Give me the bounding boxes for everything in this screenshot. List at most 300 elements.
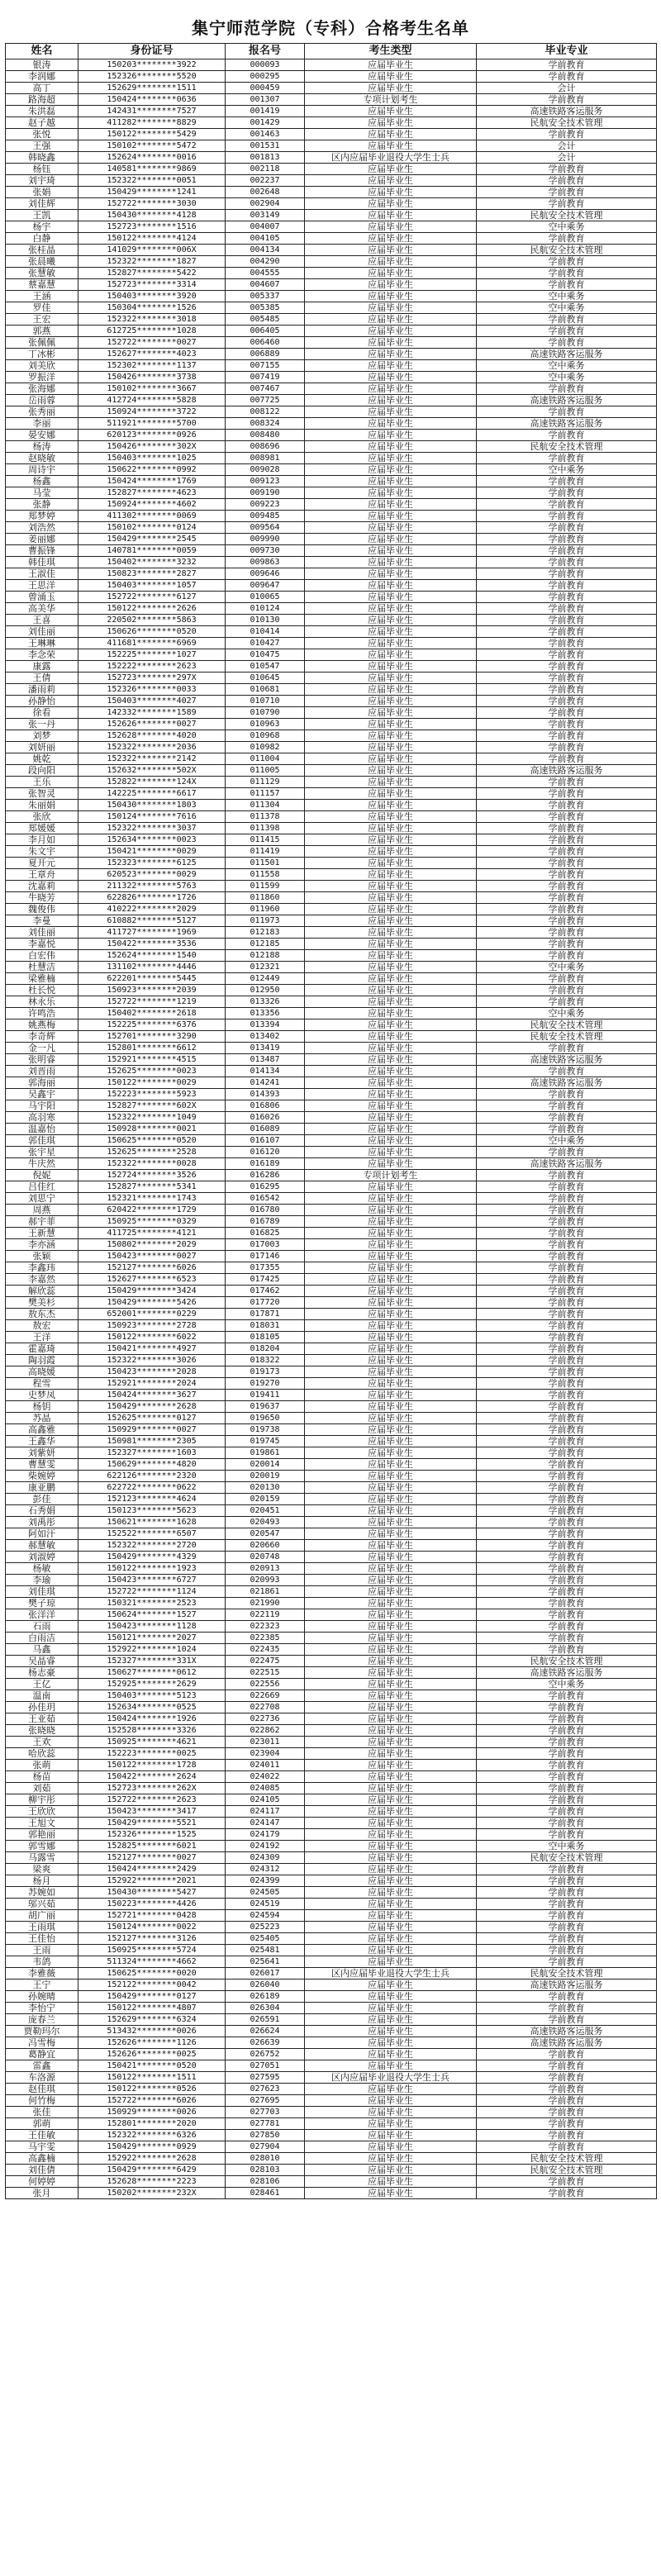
name-cell: 张萌 (6, 1760, 78, 1771)
registration-number-cell: 013394 (226, 1019, 305, 1031)
table-row (6, 892, 657, 904)
name-cell: 王思洋 (6, 580, 78, 592)
candidate-type-cell: 应届毕业生 (305, 1135, 477, 1147)
registration-number-cell: 011005 (226, 765, 305, 777)
name-cell: 许鸣浩 (6, 1008, 78, 1019)
id-number-cell: 150402********3232 (78, 557, 226, 568)
name-cell: 张佩佩 (6, 337, 78, 349)
id-number-cell: 152822********124X (78, 777, 226, 788)
major-cell: 学前教育 (477, 326, 657, 337)
candidate-type-cell: 应届毕业生 (305, 279, 477, 291)
candidate-type-cell: 应届毕业生 (305, 1147, 477, 1158)
name-cell: 王雨琪 (6, 1922, 78, 1933)
candidate-type-cell: 应届毕业生 (305, 1297, 477, 1309)
major-cell: 学前教育 (477, 1205, 657, 1216)
name-cell: 周诗宇 (6, 464, 78, 476)
registration-number-cell: 011304 (226, 800, 305, 811)
registration-number-cell: 009863 (226, 557, 305, 568)
major-cell: 学前教育 (477, 2141, 657, 2153)
name-cell: 苏晶 (6, 1413, 78, 1424)
table-row (6, 2072, 657, 2084)
registration-number-cell: 027703 (226, 2107, 305, 2118)
registration-number-cell: 022323 (226, 1621, 305, 1633)
table-row (6, 1552, 657, 1563)
candidate-type-cell: 应届毕业生 (305, 2095, 477, 2107)
table-row (6, 1274, 657, 1286)
candidate-type-cell: 应届毕业生 (305, 140, 477, 152)
header-major: 毕业专业 (477, 44, 657, 59)
id-number-cell: 150403********5123 (78, 1690, 226, 1702)
candidate-type-cell: 应届毕业生 (305, 707, 477, 719)
candidate-type-cell: 应届毕业生 (305, 221, 477, 233)
candidate-type-cell: 区内应届毕业退役大学生士兵 (305, 152, 477, 164)
name-cell: 吴晶睿 (6, 1656, 78, 1667)
major-cell: 学前教育 (477, 1748, 657, 1760)
major-cell: 学前教育 (477, 2084, 657, 2095)
name-cell: 刘佳丽 (6, 927, 78, 939)
table-row (6, 962, 657, 973)
candidate-type-cell: 应届毕业生 (305, 1390, 477, 1401)
name-cell: 刘佳辉 (6, 198, 78, 210)
name-cell: 王洋 (6, 1332, 78, 1343)
id-number-cell: 410222********2029 (78, 904, 226, 915)
candidate-type-cell: 应届毕业生 (305, 1031, 477, 1043)
id-number-cell: 150429********2545 (78, 534, 226, 545)
registration-number-cell: 000093 (226, 59, 305, 71)
table-row (6, 1794, 657, 1806)
name-cell: 康露 (6, 661, 78, 673)
id-number-cell: 152222********2623 (78, 661, 226, 673)
registration-number-cell: 011415 (226, 834, 305, 846)
candidate-type-cell: 应届毕业生 (305, 962, 477, 973)
candidate-type-cell: 应届毕业生 (305, 1413, 477, 1424)
id-number-cell: 152225********6376 (78, 1019, 226, 1031)
candidate-type-cell: 应届毕业生 (305, 83, 477, 94)
major-cell: 空中乘务 (477, 302, 657, 314)
id-number-cell: 152528********3326 (78, 1725, 226, 1737)
major-cell: 高速铁路客运服务 (477, 395, 657, 406)
major-cell: 空中乘务 (477, 1679, 657, 1690)
table-row (6, 302, 657, 314)
major-cell: 学前教育 (477, 592, 657, 603)
name-cell: 路海超 (6, 94, 78, 106)
major-cell: 学前教育 (477, 1956, 657, 1968)
candidate-type-cell: 应届毕业生 (305, 175, 477, 187)
candidate-type-cell: 应届毕业生 (305, 2014, 477, 2026)
registration-number-cell: 023904 (226, 1748, 305, 1760)
name-cell: 晏安娜 (6, 430, 78, 441)
candidate-type-cell: 应届毕业生 (305, 719, 477, 730)
table-row (6, 858, 657, 869)
candidate-type-cell: 应届毕业生 (305, 1216, 477, 1228)
major-cell: 学前教育 (477, 1309, 657, 1320)
candidate-type-cell: 应届毕业生 (305, 1621, 477, 1633)
table-row (6, 1598, 657, 1609)
major-cell: 学前教育 (477, 2014, 657, 2026)
major-cell: 民航安全技术管理 (477, 1656, 657, 1667)
table-row (6, 1332, 657, 1343)
table-row (6, 1100, 657, 1112)
major-cell: 学前教育 (477, 1690, 657, 1702)
candidate-type-cell: 应届毕业生 (305, 1852, 477, 1864)
id-number-cell: 150424********3627 (78, 1390, 226, 1401)
registration-number-cell: 026639 (226, 2037, 305, 2049)
major-cell: 学前教育 (477, 568, 657, 580)
candidate-type-cell: 应届毕业生 (305, 1378, 477, 1390)
table-row (6, 684, 657, 696)
registration-number-cell: 016295 (226, 1181, 305, 1193)
candidate-type-cell: 应届毕业生 (305, 557, 477, 568)
name-cell: 李亦涵 (6, 1239, 78, 1251)
table-row (6, 499, 657, 511)
name-cell: 白雨洁 (6, 1633, 78, 1644)
candidate-type-cell: 应届毕业生 (305, 245, 477, 256)
registration-number-cell: 021861 (226, 1586, 305, 1598)
candidate-type-cell: 应届毕业生 (305, 684, 477, 696)
name-cell: 张佳 (6, 2107, 78, 2118)
candidate-type-cell: 应届毕业生 (305, 823, 477, 834)
id-number-cell: 152322********3037 (78, 823, 226, 834)
registration-number-cell: 018322 (226, 1355, 305, 1366)
major-cell: 学前教育 (477, 187, 657, 198)
major-cell: 学前教育 (477, 59, 657, 71)
candidate-type-cell: 应届毕业生 (305, 661, 477, 673)
id-number-cell: 150429********3424 (78, 1286, 226, 1297)
id-number-cell: 150304********1526 (78, 302, 226, 314)
name-cell: 李雅薇 (6, 1968, 78, 1980)
name-cell: 周燕 (6, 1205, 78, 1216)
major-cell: 学前教育 (477, 1343, 657, 1355)
name-cell: 赵子越 (6, 117, 78, 129)
registration-number-cell: 013402 (226, 1031, 305, 1043)
table-row (6, 1910, 657, 1922)
id-number-cell: 152723********262X (78, 1783, 226, 1794)
registration-number-cell: 020748 (226, 1552, 305, 1563)
registration-number-cell: 016089 (226, 1124, 305, 1135)
id-number-cell: 152722********0027 (78, 337, 226, 349)
id-number-cell: 152722********1219 (78, 996, 226, 1008)
major-cell: 学前教育 (477, 788, 657, 800)
registration-number-cell: 006405 (226, 326, 305, 337)
registration-number-cell: 009223 (226, 499, 305, 511)
registration-number-cell: 017720 (226, 1297, 305, 1309)
candidate-type-cell: 应届毕业生 (305, 834, 477, 846)
name-cell: 马莹 (6, 487, 78, 499)
table-row (6, 696, 657, 707)
candidate-type-cell: 应届毕业生 (305, 1679, 477, 1690)
name-cell: 石雨 (6, 1621, 78, 1633)
registration-number-cell: 012321 (226, 962, 305, 973)
major-cell: 学前教育 (477, 1089, 657, 1100)
id-number-cell: 152921********2024 (78, 1378, 226, 1390)
candidate-type-cell: 应届毕业生 (305, 973, 477, 985)
major-cell: 学前教育 (477, 1829, 657, 1841)
table-row (6, 1945, 657, 1956)
name-cell: 丁冰彬 (6, 349, 78, 360)
id-number-cell: 152322********3026 (78, 1355, 226, 1366)
id-number-cell: 150981********2305 (78, 1436, 226, 1447)
table-row (6, 1355, 657, 1366)
registration-number-cell: 011599 (226, 881, 305, 892)
id-number-cell: 152627********4023 (78, 349, 226, 360)
registration-number-cell: 013487 (226, 1054, 305, 1066)
major-cell: 学前教育 (477, 904, 657, 915)
id-number-cell: 152922********2021 (78, 1875, 226, 1887)
table-row (6, 187, 657, 198)
id-number-cell: 150426********3738 (78, 372, 226, 383)
major-cell: 学前教育 (477, 476, 657, 487)
id-number-cell: 150625********0020 (78, 1968, 226, 1980)
registration-number-cell: 016026 (226, 1112, 305, 1124)
registration-number-cell: 001429 (226, 117, 305, 129)
registration-number-cell: 016120 (226, 1147, 305, 1158)
registration-number-cell: 020913 (226, 1563, 305, 1575)
header-registration-number: 报名号 (226, 44, 305, 59)
header-name: 姓名 (6, 44, 78, 59)
table-row (6, 383, 657, 395)
table-row (6, 1424, 657, 1436)
major-cell: 学前教育 (477, 1239, 657, 1251)
table-row (6, 580, 657, 592)
name-cell: 葛静宜 (6, 2049, 78, 2060)
name-cell: 张智灵 (6, 788, 78, 800)
candidate-type-cell: 专项计划考生 (305, 1170, 477, 1181)
name-cell: 梁雅楠 (6, 973, 78, 985)
registration-number-cell: 019745 (226, 1436, 305, 1447)
id-number-cell: 142225********6617 (78, 788, 226, 800)
name-cell: 王亿 (6, 1679, 78, 1690)
id-number-cell: 150625********0520 (78, 1135, 226, 1147)
name-cell: 朱丽娟 (6, 800, 78, 811)
major-cell: 学前教育 (477, 846, 657, 858)
table-row (6, 753, 657, 765)
table-row (6, 730, 657, 742)
major-cell: 学前教育 (477, 626, 657, 638)
registration-number-cell: 011860 (226, 892, 305, 904)
candidate-type-cell: 应届毕业生 (305, 1794, 477, 1806)
registration-number-cell: 007725 (226, 395, 305, 406)
table-row (6, 649, 657, 661)
name-cell: 银涛 (6, 59, 78, 71)
registration-number-cell: 020493 (226, 1517, 305, 1528)
id-number-cell: 150429********6429 (78, 2165, 226, 2176)
major-cell: 学前教育 (477, 1875, 657, 1887)
major-cell: 民航安全技术管理 (477, 2153, 657, 2165)
candidate-type-cell: 应届毕业生 (305, 1875, 477, 1887)
candidate-type-cell: 应届毕业生 (305, 765, 477, 777)
table-row (6, 1135, 657, 1147)
registration-number-cell: 011157 (226, 788, 305, 800)
table-row (6, 2188, 657, 2199)
major-cell: 学前教育 (477, 1366, 657, 1378)
table-row (6, 2049, 657, 2060)
id-number-cell: 622126********2320 (78, 1471, 226, 1482)
registration-number-cell: 013419 (226, 1043, 305, 1054)
table-row (6, 1286, 657, 1297)
table-row (6, 1748, 657, 1760)
registration-number-cell: 022708 (226, 1702, 305, 1713)
id-number-cell: 150622********0992 (78, 464, 226, 476)
candidate-type-cell: 应届毕业生 (305, 2118, 477, 2130)
registration-number-cell: 024309 (226, 1852, 305, 1864)
registration-number-cell: 009564 (226, 522, 305, 534)
registration-number-cell: 012188 (226, 950, 305, 962)
major-cell: 学前教育 (477, 1471, 657, 1482)
name-cell: 朱洪磊 (6, 106, 78, 117)
table-row (6, 869, 657, 881)
major-cell: 学前教育 (477, 730, 657, 742)
candidate-type-cell: 应届毕业生 (305, 1158, 477, 1170)
table-row (6, 487, 657, 499)
registration-number-cell: 026189 (226, 1991, 305, 2003)
registration-number-cell: 017462 (226, 1286, 305, 1297)
candidate-type-cell: 应届毕业生 (305, 1471, 477, 1482)
major-cell: 高速铁路客运服务 (477, 1980, 657, 1991)
table-row (6, 927, 657, 939)
candidate-type-cell: 应届毕业生 (305, 1609, 477, 1621)
page-title: 集宁师范学院（专科）合格考生名单 (192, 18, 469, 38)
major-cell: 学前教育 (477, 603, 657, 615)
name-cell: 杨涛 (6, 441, 78, 453)
name-cell: 王亚茹 (6, 1713, 78, 1725)
candidate-type-cell: 应届毕业生 (305, 1667, 477, 1679)
major-cell: 学前教育 (477, 1193, 657, 1205)
table-row (6, 915, 657, 927)
table-row (6, 233, 657, 245)
name-cell: 朱文宇 (6, 846, 78, 858)
name-cell: 刘思宁 (6, 1193, 78, 1205)
major-cell: 民航安全技术管理 (477, 2165, 657, 2176)
id-number-cell: 152322********1049 (78, 1112, 226, 1124)
major-cell: 空中乘务 (477, 1008, 657, 1019)
name-cell: 王宏 (6, 314, 78, 326)
name-cell: 李念荣 (6, 649, 78, 661)
major-cell: 学前教育 (477, 383, 657, 395)
table-row (6, 1563, 657, 1575)
table-row (6, 2107, 657, 2118)
major-cell: 高速铁路客运服务 (477, 1158, 657, 1170)
name-cell: 冯雪梅 (6, 2037, 78, 2049)
id-number-cell: 150424********2429 (78, 1864, 226, 1875)
id-number-cell: 150429********2628 (78, 1401, 226, 1413)
major-cell: 学前教育 (477, 1274, 657, 1286)
table-row (6, 1991, 657, 2003)
id-number-cell: 152921********4515 (78, 1054, 226, 1066)
registration-number-cell: 001463 (226, 129, 305, 140)
registration-number-cell: 027595 (226, 2072, 305, 2084)
major-cell: 学前教育 (477, 834, 657, 846)
name-cell: 白宏伟 (6, 950, 78, 962)
table-header (6, 44, 657, 59)
name-cell: 高丁 (6, 83, 78, 94)
name-cell: 李奇辉 (6, 1031, 78, 1043)
major-cell: 学前教育 (477, 1147, 657, 1158)
candidate-type-cell: 应届毕业生 (305, 1864, 477, 1875)
candidate-type-cell: 应届毕业生 (305, 1528, 477, 1540)
name-cell: 车洛源 (6, 2072, 78, 2084)
id-number-cell: 150923********2728 (78, 1320, 226, 1332)
major-cell: 学前教育 (477, 1887, 657, 1899)
registration-number-cell: 005337 (226, 291, 305, 302)
name-cell: 曹振锋 (6, 545, 78, 557)
table-row (6, 1251, 657, 1262)
table-row (6, 2014, 657, 2026)
table-row (6, 1112, 657, 1124)
id-number-cell: 150424********1769 (78, 476, 226, 487)
candidate-type-cell: 应届毕业生 (305, 927, 477, 939)
major-cell: 高速铁路客运服务 (477, 1077, 657, 1089)
name-cell: 杨志豪 (6, 1667, 78, 1679)
candidate-type-cell: 应届毕业生 (305, 2003, 477, 2014)
registration-number-cell: 008122 (226, 406, 305, 418)
candidate-type-cell: 应届毕业生 (305, 2037, 477, 2049)
table-row (6, 534, 657, 545)
major-cell: 学前教育 (477, 430, 657, 441)
table-row (6, 1147, 657, 1158)
candidate-type-cell: 应届毕业生 (305, 1043, 477, 1054)
table-row (6, 1181, 657, 1193)
registration-number-cell: 010130 (226, 615, 305, 626)
id-number-cell: 131102********4446 (78, 962, 226, 973)
name-cell: 柴婉婷 (6, 1471, 78, 1482)
registration-number-cell: 024399 (226, 1875, 305, 1887)
registration-number-cell: 018204 (226, 1343, 305, 1355)
id-number-cell: 152223********5923 (78, 1089, 226, 1100)
name-cell: 张颖 (6, 1251, 78, 1262)
table-row (6, 592, 657, 603)
id-number-cell: 152322********2142 (78, 753, 226, 765)
candidate-type-cell: 应届毕业生 (305, 638, 477, 649)
candidate-type-cell: 应届毕业生 (305, 1447, 477, 1459)
candidate-type-cell: 应届毕业生 (305, 337, 477, 349)
id-number-cell: 140581********9869 (78, 164, 226, 175)
name-cell: 高晓媛 (6, 1366, 78, 1378)
major-cell: 高速铁路客运服务 (477, 1054, 657, 1066)
name-cell: 赵晓敏 (6, 453, 78, 464)
registration-number-cell: 024147 (226, 1818, 305, 1829)
candidate-type-cell: 应届毕业生 (305, 1320, 477, 1332)
table-row (6, 1922, 657, 1933)
id-number-cell: 150122********1728 (78, 1760, 226, 1771)
id-number-cell: 152827********5422 (78, 268, 226, 279)
table-row (6, 1471, 657, 1482)
candidate-type-cell: 区内应届毕业退役大学生士兵 (305, 1968, 477, 1980)
name-cell: 高美华 (6, 603, 78, 615)
candidate-type-cell: 应届毕业生 (305, 1355, 477, 1366)
candidate-type-cell: 应届毕业生 (305, 487, 477, 499)
table-row (6, 117, 657, 129)
registration-number-cell: 007155 (226, 360, 305, 372)
id-number-cell: 513432********0026 (78, 2026, 226, 2037)
registration-number-cell: 009028 (226, 464, 305, 476)
table-row (6, 603, 657, 615)
major-cell: 学前教育 (477, 2176, 657, 2188)
major-cell: 学前教育 (477, 94, 657, 106)
table-row (6, 1436, 657, 1447)
candidate-type-cell: 应届毕业生 (305, 2060, 477, 2072)
name-cell: 刘宇琦 (6, 175, 78, 187)
id-number-cell: 150429********1241 (78, 187, 226, 198)
name-cell: 潘雨莉 (6, 684, 78, 696)
name-cell: 金一凡 (6, 1043, 78, 1054)
candidate-type-cell: 应届毕业生 (305, 2153, 477, 2165)
id-number-cell: 152701********3290 (78, 1031, 226, 1043)
candidate-type-cell: 应届毕业生 (305, 1482, 477, 1494)
table-row (6, 1517, 657, 1528)
name-cell: 马露雪 (6, 1852, 78, 1864)
table-row (6, 1043, 657, 1054)
name-cell: 张桂晶 (6, 245, 78, 256)
